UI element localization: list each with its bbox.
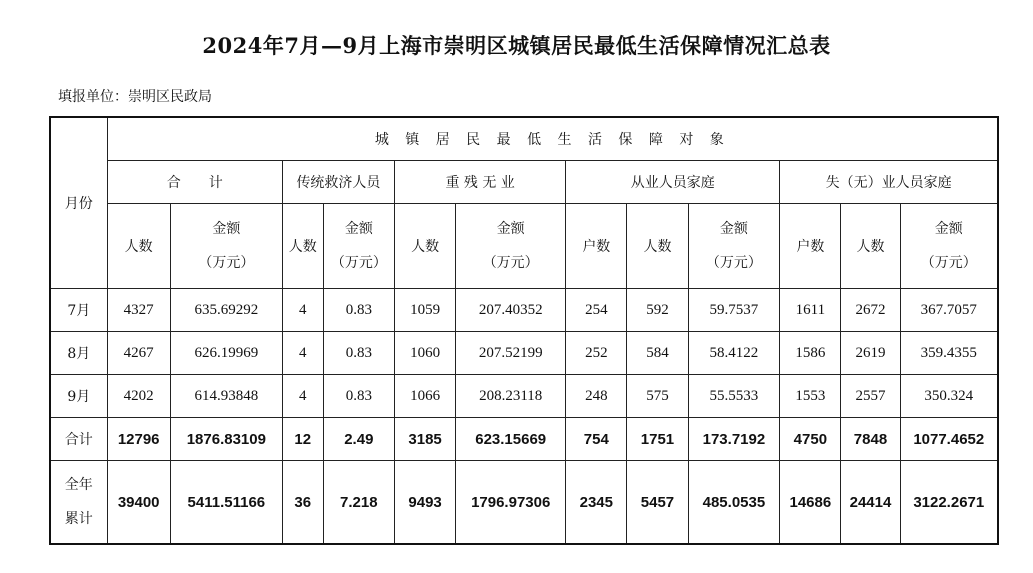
table-row — [50, 289, 998, 332]
employed-people-cell: 575 — [627, 375, 688, 418]
group-header-employed: 从业人员家庭 — [566, 161, 780, 204]
employed-amount-cell: 58.4122 — [688, 332, 780, 375]
disabled-people-cell: 9493 — [395, 461, 456, 545]
col-employed-people: 人数 — [627, 204, 688, 289]
annual-label-line1: 全年 — [64, 477, 93, 493]
col-amount-label: 金额 — [719, 221, 748, 237]
unemployed-people-cell: 24414 — [841, 461, 900, 545]
traditional-amount-cell: 0.83 — [323, 332, 394, 375]
employed-households-cell: 248 — [566, 375, 627, 418]
traditional-amount-cell: 0.83 — [323, 289, 394, 332]
col-amount-unit: （万元） — [482, 255, 539, 271]
col-amount-unit: （万元） — [705, 255, 762, 271]
col-unemployed-people: 人数 — [841, 204, 900, 289]
unemployed-households-cell: 1611 — [780, 289, 841, 332]
total-people-cell: 12796 — [107, 418, 170, 461]
total-amount-cell: 614.93848 — [170, 375, 282, 418]
unemployed-people-cell: 2619 — [841, 332, 900, 375]
employed-households-cell: 254 — [566, 289, 627, 332]
month-header: 月份 — [50, 117, 107, 289]
unemployed-households-cell: 14686 — [780, 461, 841, 545]
reporting-unit: 填报单位：崇明区民政局 — [58, 89, 212, 105]
total-label-cell: 合计 — [50, 418, 107, 461]
col-employed-amount — [688, 204, 780, 289]
group-header-total: 合 计 — [107, 161, 282, 204]
employed-people-cell: 1751 — [627, 418, 688, 461]
employed-households-cell: 2345 — [566, 461, 627, 545]
traditional-people-cell: 4 — [282, 375, 323, 418]
unemployed-households-cell: 4750 — [780, 418, 841, 461]
traditional-people-cell: 12 — [282, 418, 323, 461]
col-amount-label: 金额 — [212, 221, 241, 237]
traditional-people-cell: 4 — [282, 289, 323, 332]
employed-amount-cell: 173.7192 — [688, 418, 780, 461]
employed-amount-cell: 485.0535 — [688, 461, 780, 545]
unemployed-amount-cell: 1077.4652 — [900, 418, 998, 461]
traditional-people-cell: 4 — [282, 332, 323, 375]
employed-people-cell: 592 — [627, 289, 688, 332]
col-disabled-people: 人数 — [395, 204, 456, 289]
total-people-cell: 4327 — [107, 289, 170, 332]
employed-households-cell: 252 — [566, 332, 627, 375]
group-header-traditional: 传统救济人员 — [282, 161, 394, 204]
col-traditional-people: 人数 — [282, 204, 323, 289]
top-group-header: 城 镇 居 民 最 低 生 活 保 障 对 象 — [107, 117, 998, 161]
annual-label-line2: 累计 — [64, 511, 93, 527]
unemployed-people-cell: 7848 — [841, 418, 900, 461]
col-total-amount — [170, 204, 282, 289]
group-header-disabled: 重 残 无 业 — [395, 161, 566, 204]
total-people-cell: 4267 — [107, 332, 170, 375]
total-people-cell: 39400 — [107, 461, 170, 545]
total-row — [50, 418, 998, 461]
total-amount-cell: 635.69292 — [170, 289, 282, 332]
group-header-unemployed: 失（无）业人员家庭 — [780, 161, 998, 204]
traditional-amount-cell: 7.218 — [323, 461, 394, 545]
unemployed-amount-cell: 350.324 — [900, 375, 998, 418]
col-amount-unit: （万元） — [330, 255, 387, 271]
employed-people-cell: 584 — [627, 332, 688, 375]
col-disabled-amount — [456, 204, 566, 289]
disabled-amount-cell: 623.15669 — [456, 418, 566, 461]
col-employed-households: 户数 — [566, 204, 627, 289]
disabled-people-cell: 1066 — [395, 375, 456, 418]
month-cell: 8月 — [50, 332, 107, 375]
traditional-people-cell: 36 — [282, 461, 323, 545]
table-row — [50, 375, 998, 418]
employed-amount-cell: 55.5533 — [688, 375, 780, 418]
unemployed-people-cell: 2672 — [841, 289, 900, 332]
traditional-amount-cell: 2.49 — [323, 418, 394, 461]
traditional-amount-cell: 0.83 — [323, 375, 394, 418]
total-people-cell: 4202 — [107, 375, 170, 418]
unemployed-households-cell: 1553 — [780, 375, 841, 418]
col-amount-label: 金额 — [496, 221, 525, 237]
total-amount-cell: 5411.51166 — [170, 461, 282, 545]
employed-people-cell: 5457 — [627, 461, 688, 545]
col-amount-label: 金额 — [344, 221, 373, 237]
employed-households-cell: 754 — [566, 418, 627, 461]
report-title: 2024年7月—9月上海市崇明区城镇居民最低生活保障情况汇总表 — [202, 33, 831, 58]
disabled-amount-cell: 207.40352 — [456, 289, 566, 332]
disabled-people-cell: 3185 — [395, 418, 456, 461]
employed-amount-cell: 59.7537 — [688, 289, 780, 332]
disabled-people-cell: 1060 — [395, 332, 456, 375]
annual-cumulative-row — [50, 461, 998, 545]
total-amount-cell: 1876.83109 — [170, 418, 282, 461]
col-unemployed-amount — [900, 204, 998, 289]
total-amount-cell: 626.19969 — [170, 332, 282, 375]
disabled-amount-cell: 1796.97306 — [456, 461, 566, 545]
assistance-summary-table — [49, 116, 999, 545]
unemployed-people-cell: 2557 — [841, 375, 900, 418]
month-cell: 9月 — [50, 375, 107, 418]
annual-label-cell — [50, 461, 107, 545]
unemployed-amount-cell: 359.4355 — [900, 332, 998, 375]
col-amount-unit: （万元） — [198, 255, 255, 271]
unemployed-households-cell: 1586 — [780, 332, 841, 375]
col-amount-label: 金额 — [934, 221, 963, 237]
disabled-people-cell: 1059 — [395, 289, 456, 332]
disabled-amount-cell: 207.52199 — [456, 332, 566, 375]
table-row — [50, 332, 998, 375]
col-traditional-amount — [323, 204, 394, 289]
col-amount-unit: （万元） — [920, 255, 977, 271]
month-cell: 7月 — [50, 289, 107, 332]
unemployed-amount-cell: 367.7057 — [900, 289, 998, 332]
col-unemployed-households: 户数 — [780, 204, 841, 289]
disabled-amount-cell: 208.23118 — [456, 375, 566, 418]
unemployed-amount-cell: 3122.2671 — [900, 461, 998, 545]
col-total-people: 人数 — [107, 204, 170, 289]
